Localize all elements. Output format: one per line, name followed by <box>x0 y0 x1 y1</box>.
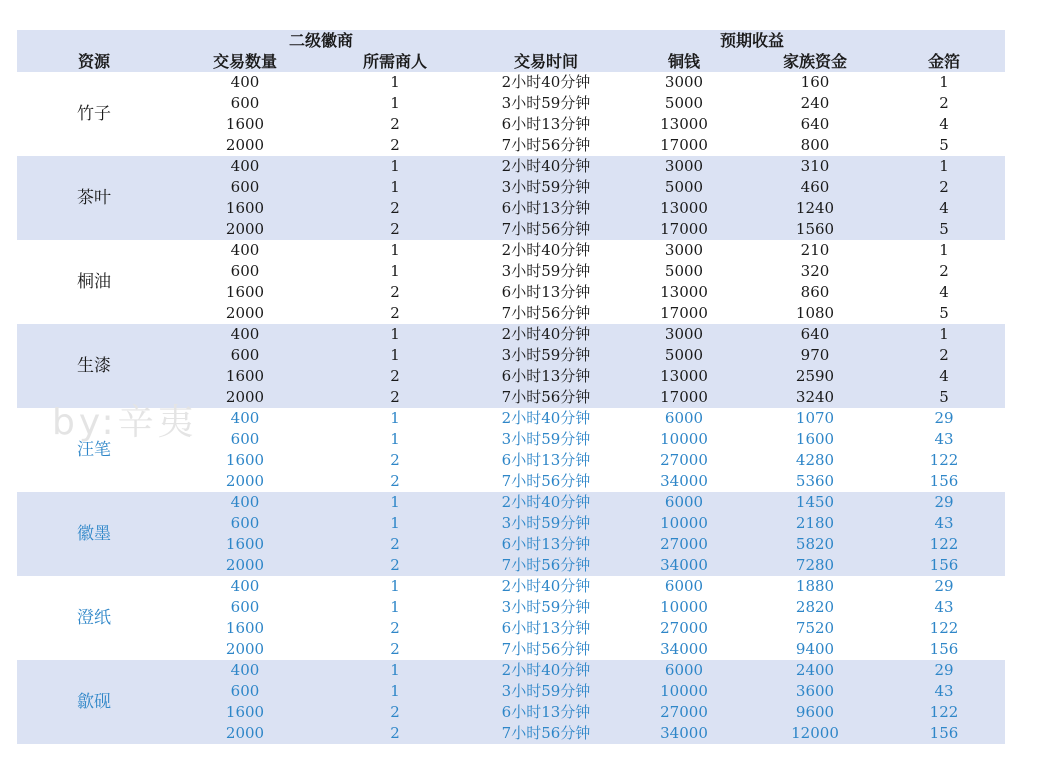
resource-group <box>17 240 1005 324</box>
table-row <box>17 93 1005 114</box>
header-column-row <box>17 51 1005 72</box>
cell-copper-coins: 5000 <box>664 94 704 112</box>
cell-family-funds: 3240 <box>795 388 835 406</box>
table-row <box>17 534 1005 555</box>
cell-trade-time: 6小时13分钟 <box>501 451 591 469</box>
cell-required-merchants: 2 <box>390 388 400 406</box>
cell-trade-quantity: 1600 <box>225 703 265 721</box>
cell-family-funds: 640 <box>800 115 830 133</box>
cell-required-merchants: 1 <box>390 73 400 91</box>
cell-required-merchants: 2 <box>390 367 400 385</box>
cell-trade-time: 2小时40分钟 <box>501 661 591 679</box>
cell-trade-quantity: 600 <box>230 598 260 616</box>
column-header-resource: 资源 <box>77 52 110 71</box>
header-group-expected-income: 预期收益 <box>719 31 784 50</box>
cell-copper-coins: 17000 <box>660 220 708 238</box>
cell-family-funds: 1600 <box>795 430 835 448</box>
cell-copper-coins: 27000 <box>660 703 708 721</box>
resource-group <box>17 324 1005 408</box>
cell-trade-quantity: 2000 <box>225 136 265 154</box>
cell-trade-quantity: 600 <box>230 430 260 448</box>
cell-required-merchants: 1 <box>390 94 400 112</box>
cell-copper-coins: 13000 <box>660 115 708 133</box>
cell-required-merchants: 2 <box>390 535 400 553</box>
cell-family-funds: 970 <box>800 346 830 364</box>
column-header-trade-quantity: 交易数量 <box>212 52 277 71</box>
cell-trade-time: 7小时56分钟 <box>501 556 591 574</box>
cell-required-merchants: 2 <box>390 451 400 469</box>
cell-copper-coins: 3000 <box>664 325 704 343</box>
cell-gold-foil: 5 <box>939 220 949 238</box>
cell-trade-quantity: 400 <box>230 73 260 91</box>
cell-gold-foil: 122 <box>929 451 959 469</box>
cell-copper-coins: 34000 <box>660 472 708 490</box>
table-row <box>17 639 1005 660</box>
cell-copper-coins: 34000 <box>660 556 708 574</box>
table-row <box>17 471 1005 492</box>
resource-name: 茶叶 <box>77 188 111 208</box>
table-row <box>17 198 1005 219</box>
cell-gold-foil: 156 <box>929 640 959 658</box>
cell-trade-time: 6小时13分钟 <box>501 199 591 217</box>
cell-trade-quantity: 400 <box>230 493 260 511</box>
cell-trade-quantity: 2000 <box>225 388 265 406</box>
table-row <box>17 513 1005 534</box>
cell-family-funds: 310 <box>800 157 830 175</box>
table-row <box>17 303 1005 324</box>
cell-trade-time: 3小时59分钟 <box>501 598 591 616</box>
cell-gold-foil: 122 <box>929 619 959 637</box>
resource-group <box>17 576 1005 660</box>
cell-required-merchants: 1 <box>390 493 400 511</box>
cell-trade-time: 2小时40分钟 <box>501 157 591 175</box>
cell-required-merchants: 1 <box>390 241 400 259</box>
header-group-secondary-merchant: 二级徽商 <box>288 31 353 50</box>
resource-name: 歙砚 <box>77 692 111 712</box>
cell-trade-quantity: 400 <box>230 241 260 259</box>
table-row <box>17 681 1005 702</box>
cell-trade-time: 3小时59分钟 <box>501 682 591 700</box>
cell-family-funds: 1080 <box>795 304 835 322</box>
cell-required-merchants: 1 <box>390 430 400 448</box>
cell-family-funds: 1880 <box>795 577 835 595</box>
cell-copper-coins: 13000 <box>660 367 708 385</box>
table-row <box>17 597 1005 618</box>
table-row <box>17 282 1005 303</box>
table-row <box>17 387 1005 408</box>
cell-copper-coins: 5000 <box>664 262 704 280</box>
cell-family-funds: 4280 <box>795 451 835 469</box>
cell-required-merchants: 2 <box>390 199 400 217</box>
cell-copper-coins: 3000 <box>664 157 704 175</box>
cell-required-merchants: 1 <box>390 409 400 427</box>
cell-trade-quantity: 1600 <box>225 367 265 385</box>
cell-trade-time: 6小时13分钟 <box>501 115 591 133</box>
cell-trade-quantity: 1600 <box>225 115 265 133</box>
cell-family-funds: 5820 <box>795 535 835 553</box>
cell-trade-quantity: 2000 <box>225 556 265 574</box>
cell-trade-quantity: 2000 <box>225 724 265 742</box>
cell-required-merchants: 1 <box>390 577 400 595</box>
cell-gold-foil: 43 <box>934 430 954 448</box>
cell-family-funds: 12000 <box>791 724 839 742</box>
cell-trade-time: 7小时56分钟 <box>501 304 591 322</box>
cell-family-funds: 320 <box>800 262 830 280</box>
cell-required-merchants: 2 <box>390 220 400 238</box>
cell-gold-foil: 156 <box>929 724 959 742</box>
table-row <box>17 219 1005 240</box>
resource-group <box>17 660 1005 744</box>
table-row <box>17 429 1005 450</box>
cell-required-merchants: 1 <box>390 598 400 616</box>
cell-gold-foil: 5 <box>939 388 949 406</box>
cell-copper-coins: 10000 <box>660 682 708 700</box>
cell-trade-time: 2小时40分钟 <box>501 409 591 427</box>
cell-trade-quantity: 400 <box>230 325 260 343</box>
table-row <box>17 492 1005 513</box>
cell-trade-time: 7小时56分钟 <box>501 640 591 658</box>
column-header-gold-foil: 金箔 <box>927 52 960 71</box>
cell-trade-time: 2小时40分钟 <box>501 241 591 259</box>
cell-gold-foil: 1 <box>939 241 949 259</box>
cell-copper-coins: 27000 <box>660 535 708 553</box>
table-row <box>17 135 1005 156</box>
cell-copper-coins: 27000 <box>660 619 708 637</box>
table-row <box>17 576 1005 597</box>
cell-family-funds: 2400 <box>795 661 835 679</box>
cell-trade-quantity: 600 <box>230 514 260 532</box>
cell-gold-foil: 4 <box>939 199 949 217</box>
cell-trade-quantity: 2000 <box>225 640 265 658</box>
resource-group <box>17 492 1005 576</box>
cell-family-funds: 2180 <box>795 514 835 532</box>
cell-required-merchants: 2 <box>390 283 400 301</box>
cell-trade-time: 6小时13分钟 <box>501 619 591 637</box>
cell-family-funds: 7280 <box>795 556 835 574</box>
cell-gold-foil: 29 <box>934 577 954 595</box>
table-row <box>17 114 1005 135</box>
table-row <box>17 345 1005 366</box>
cell-trade-quantity: 1600 <box>225 199 265 217</box>
cell-family-funds: 210 <box>800 241 830 259</box>
cell-copper-coins: 6000 <box>664 409 704 427</box>
column-header-family-funds: 家族资金 <box>782 52 847 71</box>
cell-required-merchants: 2 <box>390 703 400 721</box>
cell-trade-time: 3小时59分钟 <box>501 262 591 280</box>
cell-gold-foil: 4 <box>939 283 949 301</box>
cell-copper-coins: 34000 <box>660 724 708 742</box>
cell-trade-time: 7小时56分钟 <box>501 724 591 742</box>
table-row <box>17 450 1005 471</box>
table-row <box>17 660 1005 681</box>
cell-gold-foil: 29 <box>934 661 954 679</box>
cell-trade-time: 6小时13分钟 <box>501 283 591 301</box>
cell-gold-foil: 4 <box>939 115 949 133</box>
cell-gold-foil: 4 <box>939 367 949 385</box>
cell-required-merchants: 2 <box>390 472 400 490</box>
cell-gold-foil: 122 <box>929 703 959 721</box>
cell-copper-coins: 6000 <box>664 661 704 679</box>
cell-required-merchants: 1 <box>390 661 400 679</box>
cell-trade-quantity: 1600 <box>225 619 265 637</box>
cell-copper-coins: 13000 <box>660 283 708 301</box>
cell-required-merchants: 1 <box>390 325 400 343</box>
cell-copper-coins: 10000 <box>660 598 708 616</box>
table-row <box>17 366 1005 387</box>
cell-gold-foil: 43 <box>934 514 954 532</box>
resource-name: 徽墨 <box>77 524 111 544</box>
cell-trade-quantity: 2000 <box>225 304 265 322</box>
cell-trade-time: 6小时13分钟 <box>501 703 591 721</box>
column-header-required-merchants: 所需商人 <box>362 52 427 71</box>
cell-copper-coins: 34000 <box>660 640 708 658</box>
cell-copper-coins: 17000 <box>660 388 708 406</box>
cell-trade-time: 2小时40分钟 <box>501 577 591 595</box>
cell-trade-time: 3小时59分钟 <box>501 94 591 112</box>
cell-trade-quantity: 1600 <box>225 451 265 469</box>
cell-required-merchants: 1 <box>390 682 400 700</box>
cell-copper-coins: 6000 <box>664 577 704 595</box>
cell-trade-quantity: 400 <box>230 661 260 679</box>
cell-trade-time: 6小时13分钟 <box>501 367 591 385</box>
cell-copper-coins: 27000 <box>660 451 708 469</box>
cell-required-merchants: 2 <box>390 619 400 637</box>
cell-trade-quantity: 1600 <box>225 283 265 301</box>
cell-gold-foil: 2 <box>939 262 949 280</box>
cell-trade-quantity: 600 <box>230 346 260 364</box>
header-group-row <box>17 30 1005 51</box>
cell-trade-time: 3小时59分钟 <box>501 346 591 364</box>
cell-trade-quantity: 600 <box>230 262 260 280</box>
cell-family-funds: 2590 <box>795 367 835 385</box>
resource-name: 生漆 <box>77 356 111 376</box>
cell-gold-foil: 5 <box>939 136 949 154</box>
cell-gold-foil: 2 <box>939 178 949 196</box>
table-row <box>17 555 1005 576</box>
cell-required-merchants: 1 <box>390 157 400 175</box>
table-row <box>17 177 1005 198</box>
table-row <box>17 324 1005 345</box>
resource-group <box>17 408 1005 492</box>
cell-required-merchants: 2 <box>390 640 400 658</box>
cell-trade-time: 2小时40分钟 <box>501 493 591 511</box>
table-header <box>17 30 1005 72</box>
cell-required-merchants: 2 <box>390 136 400 154</box>
cell-gold-foil: 43 <box>934 682 954 700</box>
cell-gold-foil: 156 <box>929 472 959 490</box>
table-row <box>17 618 1005 639</box>
cell-required-merchants: 2 <box>390 115 400 133</box>
cell-trade-time: 2小时40分钟 <box>501 325 591 343</box>
table-row <box>17 156 1005 177</box>
table-row <box>17 723 1005 744</box>
cell-copper-coins: 17000 <box>660 136 708 154</box>
cell-trade-time: 7小时56分钟 <box>501 136 591 154</box>
table-row <box>17 702 1005 723</box>
watermark: by:辛夷 <box>52 402 198 443</box>
column-header-copper-coins: 铜钱 <box>667 52 700 71</box>
table-row <box>17 72 1005 93</box>
cell-gold-foil: 1 <box>939 325 949 343</box>
cell-copper-coins: 3000 <box>664 241 704 259</box>
cell-gold-foil: 29 <box>934 409 954 427</box>
cell-required-merchants: 1 <box>390 346 400 364</box>
cell-trade-time: 3小时59分钟 <box>501 514 591 532</box>
cell-copper-coins: 10000 <box>660 430 708 448</box>
resource-group <box>17 156 1005 240</box>
cell-family-funds: 1450 <box>795 493 835 511</box>
cell-family-funds: 1070 <box>795 409 835 427</box>
cell-required-merchants: 1 <box>390 178 400 196</box>
cell-trade-time: 7小时56分钟 <box>501 388 591 406</box>
cell-gold-foil: 2 <box>939 346 949 364</box>
cell-trade-quantity: 600 <box>230 94 260 112</box>
table-row <box>17 408 1005 429</box>
cell-trade-quantity: 400 <box>230 409 260 427</box>
cell-trade-quantity: 600 <box>230 178 260 196</box>
cell-family-funds: 2820 <box>795 598 835 616</box>
cell-family-funds: 5360 <box>795 472 835 490</box>
cell-required-merchants: 2 <box>390 556 400 574</box>
cell-family-funds: 7520 <box>795 619 835 637</box>
resource-name: 汪笔 <box>77 440 111 460</box>
cell-family-funds: 1560 <box>795 220 835 238</box>
cell-gold-foil: 43 <box>934 598 954 616</box>
cell-trade-quantity: 2000 <box>225 220 265 238</box>
cell-required-merchants: 1 <box>390 514 400 532</box>
cell-family-funds: 800 <box>800 136 830 154</box>
cell-gold-foil: 29 <box>934 493 954 511</box>
cell-trade-time: 7小时56分钟 <box>501 220 591 238</box>
cell-copper-coins: 10000 <box>660 514 708 532</box>
cell-trade-time: 3小时59分钟 <box>501 178 591 196</box>
table-row <box>17 261 1005 282</box>
cell-family-funds: 9600 <box>795 703 835 721</box>
cell-trade-time: 3小时59分钟 <box>501 430 591 448</box>
table-row <box>17 240 1005 261</box>
cell-trade-quantity: 400 <box>230 157 260 175</box>
cell-required-merchants: 1 <box>390 262 400 280</box>
cell-gold-foil: 1 <box>939 157 949 175</box>
cell-gold-foil: 1 <box>939 73 949 91</box>
cell-family-funds: 9400 <box>795 640 835 658</box>
cell-trade-quantity: 400 <box>230 577 260 595</box>
cell-copper-coins: 5000 <box>664 178 704 196</box>
resource-name: 竹子 <box>77 104 111 124</box>
cell-gold-foil: 156 <box>929 556 959 574</box>
resource-name: 桐油 <box>77 272 111 292</box>
cell-family-funds: 460 <box>800 178 830 196</box>
cell-copper-coins: 17000 <box>660 304 708 322</box>
cell-required-merchants: 2 <box>390 304 400 322</box>
cell-copper-coins: 13000 <box>660 199 708 217</box>
cell-copper-coins: 5000 <box>664 346 704 364</box>
cell-trade-time: 2小时40分钟 <box>501 73 591 91</box>
cell-family-funds: 160 <box>800 73 830 91</box>
cell-gold-foil: 5 <box>939 304 949 322</box>
resource-group <box>17 72 1005 156</box>
cell-trade-time: 7小时56分钟 <box>501 472 591 490</box>
cell-trade-quantity: 1600 <box>225 535 265 553</box>
cell-required-merchants: 2 <box>390 724 400 742</box>
cell-family-funds: 1240 <box>795 199 835 217</box>
cell-gold-foil: 122 <box>929 535 959 553</box>
cell-trade-quantity: 600 <box>230 682 260 700</box>
cell-copper-coins: 3000 <box>664 73 704 91</box>
cell-family-funds: 240 <box>800 94 830 112</box>
cell-trade-time: 6小时13分钟 <box>501 535 591 553</box>
cell-trade-quantity: 2000 <box>225 472 265 490</box>
resource-name: 澄纸 <box>77 608 111 628</box>
cell-family-funds: 640 <box>800 325 830 343</box>
cell-family-funds: 860 <box>800 283 830 301</box>
cell-copper-coins: 6000 <box>664 493 704 511</box>
column-header-trade-time: 交易时间 <box>513 52 578 71</box>
cell-gold-foil: 2 <box>939 94 949 112</box>
cell-family-funds: 3600 <box>795 682 835 700</box>
